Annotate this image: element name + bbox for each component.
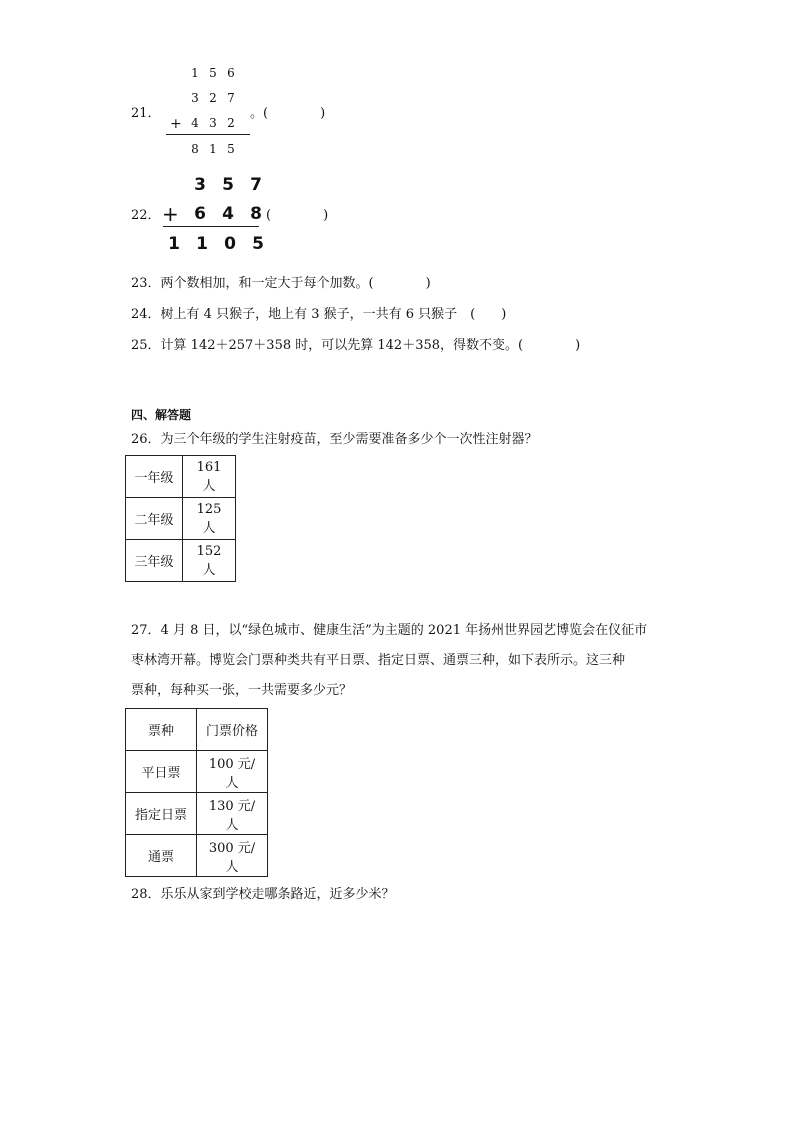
q26-table [125, 455, 236, 582]
table-header-cell: 票种 [126, 709, 197, 751]
digit: 1 [209, 142, 217, 156]
digit: 3 [191, 91, 199, 105]
table-row [126, 793, 268, 835]
table-row [126, 456, 236, 498]
table-cell: 二年级 [126, 498, 183, 540]
table-header-row [126, 709, 268, 751]
section-heading: 四、解答题 [131, 408, 192, 422]
table-row [126, 751, 268, 793]
table-row [126, 498, 236, 540]
table-cell: 152 人 [183, 540, 236, 582]
q21-addend-1 [186, 66, 240, 80]
table-row [126, 835, 268, 877]
question-27-line-2: 枣林湾开幕。博览会门票种类共有平日票、指定日票、通票三种，如下表所示。这三种 [131, 653, 626, 668]
q21-addend-2 [186, 91, 240, 105]
digit: 6 [227, 66, 235, 80]
digit: 3 [209, 116, 217, 130]
table-cell: 125 人 [183, 498, 236, 540]
digit: 6 [194, 204, 206, 224]
table-cell: 指定日票 [126, 793, 197, 835]
question-25: 25．计算 142＋257＋358 时，可以先算 142＋358，得数不变。( ) [131, 338, 581, 353]
digit: 4 [222, 204, 234, 224]
digit: 1 [191, 66, 199, 80]
q21-sum-line [166, 134, 250, 135]
q21-addend-3 [186, 116, 240, 130]
q22-answer-blank[interactable]: ( ) [266, 208, 329, 223]
table-cell: 平日票 [126, 751, 197, 793]
digit: 8 [191, 142, 199, 156]
q22-addend-2 [186, 204, 270, 224]
digit: 5 [222, 175, 234, 195]
q21-answer-blank[interactable]: 。( ) [250, 106, 326, 121]
table-header-cell: 门票价格 [197, 709, 268, 751]
table-cell: 161 人 [183, 456, 236, 498]
q22-number: 22． [131, 208, 161, 223]
digit: 1 [168, 234, 180, 254]
table-row [126, 540, 236, 582]
q27-table [125, 708, 268, 877]
digit: 0 [224, 234, 236, 254]
digit: 7 [250, 175, 262, 195]
digit: 1 [196, 234, 208, 254]
table-cell: 通票 [126, 835, 197, 877]
question-23: 23．两个数相加，和一定大于每个加数。( ) [131, 276, 431, 291]
table-cell: 100 元/人 [197, 751, 268, 793]
question-24: 24．树上有 4 只猴子，地上有 3 猴子，一共有 6 只猴子 ( ) [131, 307, 507, 322]
q22-result [160, 234, 272, 254]
digit: 5 [252, 234, 264, 254]
question-27-line-1: 27．4 月 8 日，以“绿色城市、健康生活”为主题的 2021 年扬州世界园艺博览会在仪征市 [131, 623, 648, 638]
digit: 2 [209, 91, 217, 105]
table-cell: 一年级 [126, 456, 183, 498]
q22-plus-sign: + [162, 202, 179, 226]
question-27-line-3: 票种，每种买一张，一共需要多少元？ [131, 683, 353, 698]
digit: 2 [227, 116, 235, 130]
digit: 8 [250, 204, 262, 224]
q22-sum-line [163, 226, 259, 227]
table-cell: 130 元/人 [197, 793, 268, 835]
digit: 5 [209, 66, 217, 80]
q21-result [186, 142, 240, 156]
digit: 7 [227, 91, 235, 105]
digit: 5 [227, 142, 235, 156]
table-cell: 三年级 [126, 540, 183, 582]
q21-number: 21． [131, 106, 161, 121]
q22-addend-1 [186, 175, 270, 195]
q21-plus-sign: + [170, 116, 182, 132]
digit: 3 [194, 175, 206, 195]
table-cell: 300 元/人 [197, 835, 268, 877]
question-28: 28．乐乐从家到学校走哪条路近，近多少米？ [131, 887, 395, 902]
question-26: 26．为三个年级的学生注射疫苗，至少需要准备多少个一次性注射器？ [131, 432, 538, 447]
digit: 4 [191, 116, 199, 130]
